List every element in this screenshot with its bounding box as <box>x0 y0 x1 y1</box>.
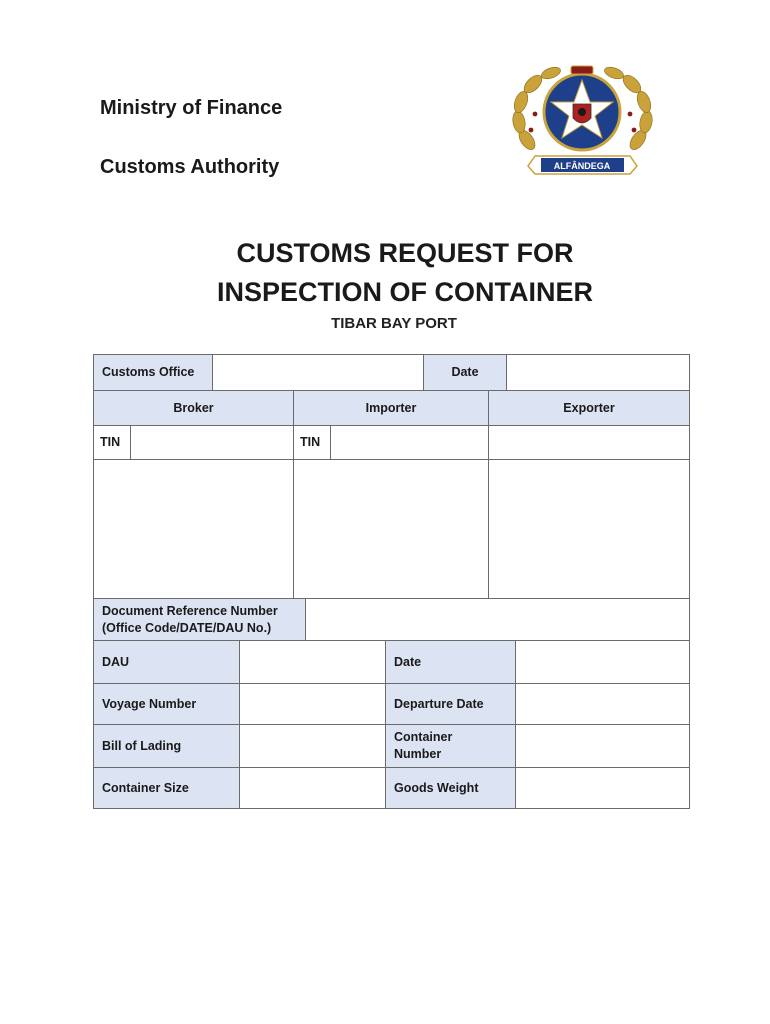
doc-ref-label <box>93 598 306 641</box>
dau-date-field[interactable] <box>515 640 690 684</box>
customs-office-field[interactable] <box>212 354 424 391</box>
exporter-details-field[interactable] <box>488 459 690 599</box>
inspection-form <box>93 354 690 809</box>
container-number-label-pad <box>468 724 516 768</box>
alfandega-emblem-icon <box>505 62 660 180</box>
bill-of-lading-label: Bill of Lading <box>93 724 240 768</box>
container-size-label: Container Size <box>93 767 240 809</box>
authority-name: Customs Authority <box>100 156 280 178</box>
broker-tin-label: TIN <box>93 425 131 460</box>
goods-weight-field[interactable] <box>515 767 690 809</box>
broker-tin-field[interactable] <box>130 425 294 460</box>
dau-field[interactable] <box>239 640 386 684</box>
date-field[interactable] <box>506 354 690 391</box>
broker-header: Broker <box>93 390 294 426</box>
doc-ref-label-line1: Document Reference Number <box>102 604 278 618</box>
departure-date-field[interactable] <box>515 683 690 725</box>
exporter-tin-blank <box>488 425 690 460</box>
voyage-number-label: Voyage Number <box>93 683 240 725</box>
customs-office-label: Customs Office <box>93 354 213 391</box>
container-size-field[interactable] <box>239 767 386 809</box>
date-label: Date <box>423 354 507 391</box>
importer-header: Importer <box>293 390 489 426</box>
emblem-banner-text: ALFÂNDEGA <box>553 161 611 171</box>
importer-details-field[interactable] <box>293 459 489 599</box>
container-number-field[interactable] <box>515 724 690 768</box>
dau-label: DAU <box>93 640 240 684</box>
doc-ref-label-line2: (Office Code/DATE/DAU No.) <box>102 621 272 635</box>
importer-tin-label: TIN <box>293 425 331 460</box>
dau-date-label: Date <box>385 640 516 684</box>
departure-date-label: Departure Date <box>385 683 516 725</box>
port-subtitle: TIBAR BAY PORT <box>331 315 457 332</box>
broker-details-field[interactable] <box>93 459 294 599</box>
voyage-number-field[interactable] <box>239 683 386 725</box>
bill-of-lading-field[interactable] <box>239 724 386 768</box>
importer-tin-field[interactable] <box>330 425 489 460</box>
doc-ref-field[interactable] <box>305 598 690 641</box>
goods-weight-label: Goods Weight <box>385 767 516 809</box>
form-title-line2: INSPECTION OF CONTAINER <box>216 277 593 307</box>
container-number-label: Container Number <box>385 724 469 768</box>
exporter-header: Exporter <box>488 390 690 426</box>
ministry-name: Ministry of Finance <box>100 97 283 119</box>
form-title-line1: CUSTOMS REQUEST FOR <box>236 238 574 268</box>
